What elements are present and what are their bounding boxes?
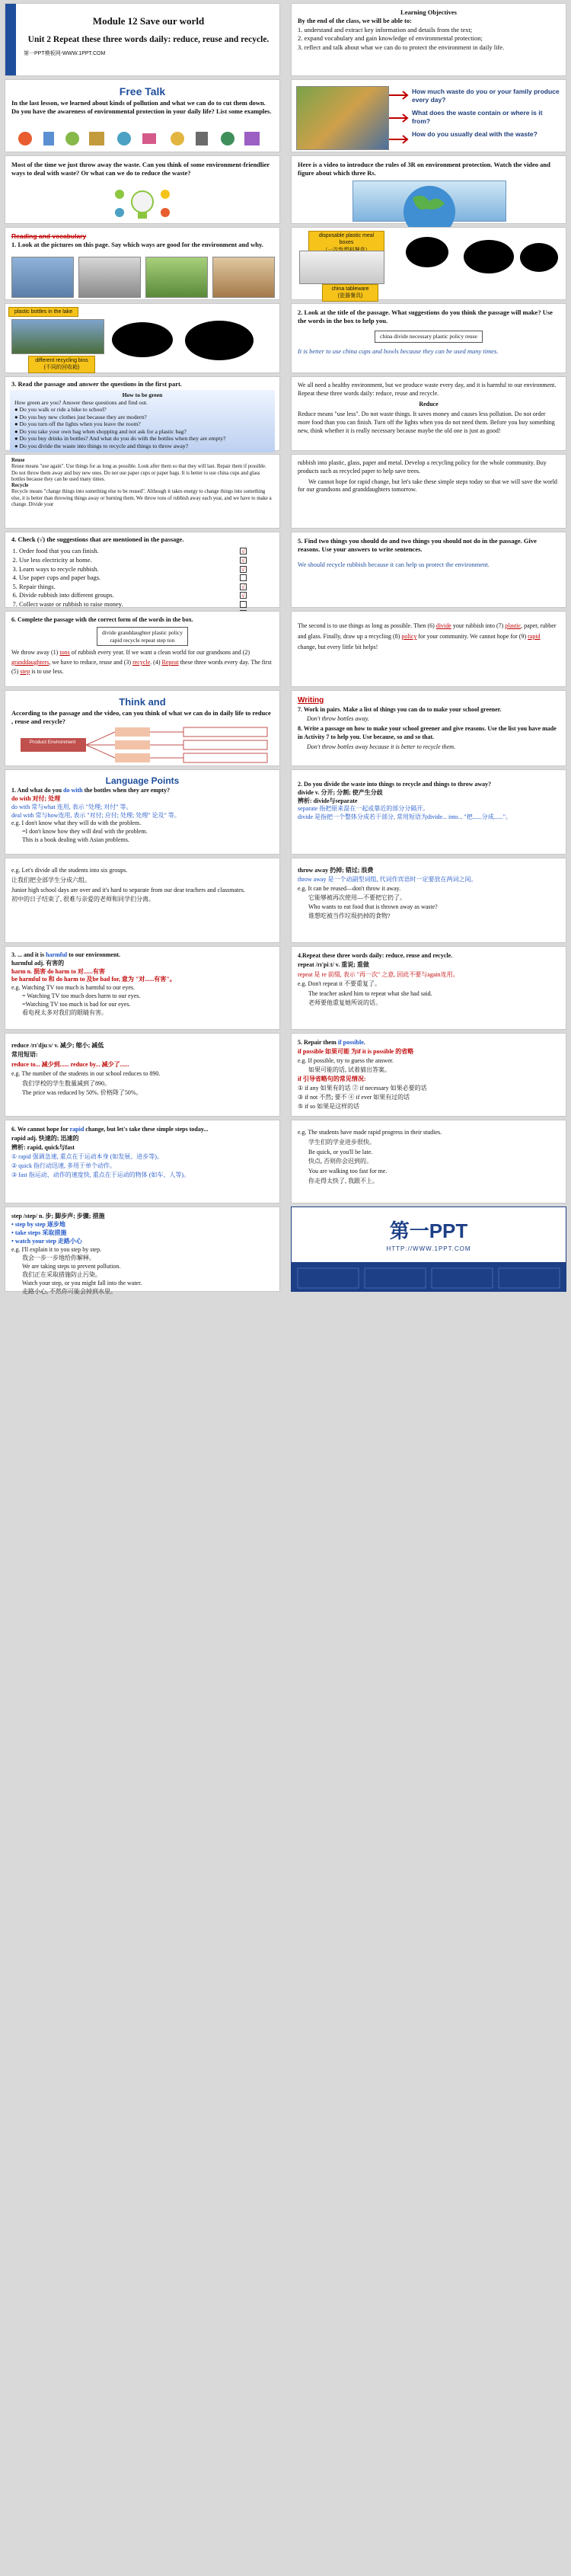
slide-complete (5, 611, 280, 687)
green-q2-text: Do you buy new clothes just because they are modern? (19, 413, 147, 420)
word-box-line-1: divide granddaughter plastic policy (101, 628, 183, 636)
word-box: china divide necessary plastic policy reuse (375, 331, 483, 343)
green-q1: ● Do you walk or ride a bike to school? (14, 406, 107, 414)
tag-bins-cn: (不同的回收箱) (43, 365, 80, 371)
checkbox-5[interactable]: √ (240, 583, 247, 590)
lp2-divide: divide 是指把一个整体分成若干部分, 常用短语为divide... into... "把......分成......"。 (298, 813, 512, 821)
slide-objectives (291, 3, 566, 76)
lp9-question (11, 1125, 273, 1134)
checkbox-1[interactable]: √ (240, 548, 247, 555)
lp9-q-b: rapid (69, 1126, 85, 1133)
lp4-eg1: e.g. It can be reused—don't throw it away. (298, 885, 401, 892)
objective-2: 2. expand vocabulary and gain knowledge of environmental protection; (298, 34, 483, 43)
green-q6: ● Do you divide the waste into things to recycle and things to throw away? (14, 442, 189, 449)
writing-a8: Don't throw bottles away because it is better to recycle them. (307, 743, 456, 750)
lp10-eg3: You are walking too fast for me. (308, 1168, 388, 1175)
green-q4-text: Do you take your own bag when shopping and not ask for a plastic bag? (19, 427, 187, 435)
lp4-cn1: 它能够被再次使用—不要把它扔了。 (308, 894, 406, 901)
green-q6-text: Do you divide the waste into things to recycle and things to throw away? (19, 442, 189, 449)
blob-1 (406, 237, 448, 267)
lp1-note1: do with 常与what 连用, 表示 "处理; 对付" 等。 (11, 803, 132, 810)
complete-passage (11, 648, 273, 676)
recycle-cont-1: rubbish into plastic, glass, paper and metal. Develop a recycling policy for the whole community. Buy products such as recycled paper to help save trees. (298, 459, 547, 475)
lp8-q-a: 5. Repair them (298, 1039, 338, 1046)
answer-4: Repeat (161, 658, 179, 666)
lp8-note: if 引导省略句的常见情况: (298, 1075, 366, 1082)
green-intro: How green are you? Answer these questions and find out. (14, 398, 148, 406)
reduce-waste-text: Most of the time we just throw away the waste. Can you think of some environment-friendlier ways to deal with waste? Or what can we do to reduce the waste? (11, 161, 270, 177)
green-q2: ● Do you buy new clothes just because they are modern? (14, 413, 147, 420)
lp4-cn2: 谁想吃被当作垃圾扔掉的食物? (308, 912, 391, 919)
reading-instruction: 1. Look at the pictures on this page. Say which ways are good for the environment and why. (11, 241, 263, 249)
check-item-2-text: Use less electricity at home. (19, 556, 92, 564)
passage-instruction: 3. Read the passage and answer the questions in the first part. (11, 380, 182, 388)
slide-find-two (291, 532, 566, 608)
lp8-question (298, 1038, 560, 1047)
watermark: 第一PPT模板网-WWW.1PPT.COM (24, 51, 106, 57)
brand-url[interactable]: HTTP://WWW.1PPT.COM (386, 1245, 471, 1252)
check-item-3 (19, 565, 279, 574)
tag-china-cn: (瓷器餐具) (337, 293, 363, 299)
cp-1: We throw away (1) (11, 649, 60, 657)
lp9-quick: ② quick 指行动迅速, 多用于单个动作。 (11, 1162, 116, 1169)
green-q5: ● Do you buy drinks in bottles? And what do you do with the bottles when they are empty? (14, 435, 226, 443)
lp7-eg2: The price was reduced by 50%. 价格降了50%。 (22, 1088, 142, 1096)
lp5-eg1: e.g. Watching TV too much is harmful to our eyes. (11, 984, 135, 992)
lp10-eg2: Be quick, or you'll be late. (308, 1148, 373, 1155)
check-item-1-text: Order food that you can finish. (19, 547, 99, 555)
reduce-body: Reduce means "use less". Do not waste things. It saves money and causes less pollution. Do not order more food than you can finish. Turn off the lights when you do not need them. Before you buy something new, think whether it is really necessary because maybe the old one is just as good! (298, 411, 555, 434)
slide-lp-1 (5, 769, 280, 855)
check-item-4-text: Use paper cups and paper bags. (19, 574, 101, 582)
lp7-cn1: 我们学校的学生数量减到了890。 (22, 1079, 110, 1087)
recycle-cont-2: We cannot hope for rapid change, but let's take these simple steps today so that we will save the world for our grandsons and granddaughters tomorrow. (298, 478, 557, 494)
slide-lp-6 (291, 946, 566, 1030)
photo-3 (145, 257, 208, 298)
cc-1: The second is to use things as long as possible. Then (6) (298, 622, 436, 629)
free-talk-heading: Free Talk (119, 85, 166, 97)
check-instruction: 4. Check (√) the suggestions that are mentioned in the passage. (11, 535, 184, 543)
lp10-cn1: 学生们的学业进步很快。 (308, 1138, 375, 1146)
cc-2: your rubbish into (7) (451, 622, 506, 629)
answer-3: recycle (132, 658, 151, 666)
checkbox-7[interactable] (240, 601, 247, 608)
suggestion-answer: It is better to use china cups and bowls because they can be used many times. (298, 347, 499, 356)
lp3-eg2: Junior high school days are over and it's hard to separate from our dear teachers and classmates. (11, 886, 245, 893)
slide-tableware (291, 227, 566, 300)
find-two-text: 5. Find two things you should do and two things you should not do in the passage. Give reasons. Use your answers to write sentences. (298, 537, 537, 554)
green-q1-text: Do you walk or ride a bike to school? (19, 406, 107, 414)
lp4-eg2: Who wants to eat food that is thrown away as waste? (308, 903, 438, 910)
reuse-heading: Reuse (11, 458, 25, 463)
lp11-phrase3: • watch your step 走路小心 (11, 1238, 82, 1245)
think-heading: Think and (119, 696, 166, 708)
lp8-q-c: . (363, 1039, 365, 1046)
lp5-cn: 看电视太多对我们的眼睛有害。 (22, 1008, 107, 1016)
lp8-list1: ① if any 如果有的话 ② if necessary 如果必要的话 (298, 1085, 427, 1091)
lp4-def: throw away 扔掉; 错过; 浪费 (298, 867, 374, 874)
photo-4 (212, 257, 275, 298)
lp5-eg2: = Watching TV too much does harm to our eyes. (22, 992, 141, 999)
tag-china (322, 284, 378, 302)
complete-cont-passage (292, 612, 566, 657)
complete-instruction: 6. Complete the passage with the correct form of the words in the box. (11, 616, 193, 623)
writing-heading: Writing (298, 696, 324, 705)
check-item-5-text: Repair things. (19, 582, 56, 590)
cp-4: . (4) (150, 658, 162, 666)
slide-check (5, 532, 280, 608)
slide-lp-5 (5, 946, 280, 1030)
find-two-answer: We should recycle rubbish because it can help us protect the environment. (298, 560, 490, 568)
brand-logo: 第一PPT (389, 1219, 468, 1242)
slide-reading (5, 227, 280, 300)
slide-complete-cont (291, 611, 566, 687)
green-heading: How to be green (122, 392, 163, 399)
slide-title-suggestion (291, 303, 566, 373)
slide-bottles (5, 303, 280, 373)
lp11-phrase2-text: take steps 采取措施 (14, 1229, 67, 1237)
lp5-eg3: =Watching TV too much is bad for our eyes. (22, 1000, 131, 1008)
lp5-def: harmful adj. 有害的 (11, 959, 65, 967)
question-1: How much waste do you or your family produce every day? (412, 88, 560, 104)
lp8-eg1: e.g. If possible, try to guess the answer. (298, 1057, 394, 1064)
lp4-note: throw away 是一个动副型词组, 代词作宾语时一定要放在两词之间。 (298, 876, 477, 883)
lp11-eg3: Watch your step, or you might fall into the water. (22, 1280, 142, 1287)
lp6-question: 4.Repeat these three words daily: reduce, reuse and recycle. (298, 952, 453, 959)
lp6-def: repeat /rɪ'piːt/ v. 重说; 重做 (298, 961, 369, 969)
reduce-intro: We all need a healthy environment, but we produce waste every day, and it is harmful to our environment. Repeat these three words daily: reduce, reuse and recycle. (298, 382, 557, 397)
green-q4: ● Do you take your own bag when shopping and not ask for a plastic bag? (14, 427, 187, 435)
lp11-phrase2: • take steps 采取措施 (11, 1229, 67, 1237)
pollution-icons (16, 129, 267, 149)
lp5-q-b: harmful (46, 951, 68, 958)
lp9-def: rapid adj. 快速的; 迅速的 (11, 1135, 79, 1142)
lp1-eg1: e.g. I don't know what they will do with the problem. (11, 820, 142, 827)
objectives-intro: By the end of the class, we will be able to: (298, 17, 412, 25)
answer-7: plastic (505, 622, 522, 629)
lp11-eg2: We are taking steps to prevent pollution. (22, 1263, 121, 1270)
arrows-icon (388, 88, 410, 149)
lp7-eg1: e.g. The number of the students in our school reduces to 890. (11, 1070, 161, 1078)
answer-8: policy (401, 633, 417, 640)
blob-4 (112, 322, 173, 357)
lp1-question (11, 787, 273, 795)
cp-3: , we have to reduce, reuse and (3) (49, 658, 133, 666)
cc-4: for your community. We cannot hope for (9) (416, 633, 528, 640)
slide-title (5, 3, 280, 76)
slide-lp-4 (291, 858, 566, 943)
lp9-compare: 辨析: rapid, quick与fast (11, 1144, 75, 1151)
green-q5-text: Do you buy drinks in bottles? And what do you do with the bottles when they are empty? (19, 435, 226, 443)
lp9-rapid: ① rapid 强调急速, 重点在于运动本身 (如发展、进步等)。 (11, 1153, 163, 1160)
green-q3: ● Do you turn off the lights when you leave the room? (14, 420, 141, 428)
photo-2 (78, 257, 141, 298)
check-item-3-text: Learn ways to recycle rubbish. (19, 564, 99, 573)
slide-lp-7 (5, 1033, 280, 1117)
slide-passage-questions (5, 376, 280, 451)
lp7-phrases: 常用短语: (11, 1051, 38, 1059)
cp-6: is to use less. (30, 668, 64, 676)
mindmap-root-label: Product Environment (29, 740, 76, 745)
title-suggestion-text: 2. Look at the title of the passage. What suggestions do you think the passage will make? Use the words in the box to help you. (298, 308, 553, 325)
slide-brand (291, 1207, 566, 1292)
slide-lp-8 (291, 1033, 566, 1117)
lp11-cn2: 我们正在采取措施防止污染。 (22, 1271, 101, 1279)
lp9-q-c: change, but let's take these simple steps today... (84, 1126, 209, 1133)
lp1-def: do with 对付; 处理 (11, 794, 61, 802)
lp1-q-c: the bottles when they are empty? (82, 787, 171, 794)
lp8-list3: ⑤ if so 如果是这样的话 (298, 1103, 360, 1110)
checkbox-6[interactable]: √ (240, 592, 247, 599)
checkbox-3[interactable]: √ (240, 566, 247, 573)
check-item-2 (19, 556, 279, 565)
slide-lp-2 (291, 769, 566, 855)
title-stripe (5, 4, 16, 75)
check-list (19, 547, 279, 618)
reading-title: Reading and vocabulary (11, 232, 87, 240)
lp11-def: step /step/ n. 步; 脚步声; 步骤; 措施 (11, 1213, 105, 1219)
lp10-cn3: 你走得太快了, 我跟不上。 (308, 1177, 378, 1184)
lp2-separate: separate 指把原来混在一起或靠近的部分分隔开。 (298, 805, 429, 813)
slide-lp-11 (5, 1207, 280, 1296)
tag-china-en: china tableware (331, 286, 369, 292)
lp11-cn3: 走路小心, 不然你可能会掉到水里。 (22, 1288, 116, 1296)
blob-5 (185, 321, 254, 360)
cp-2: of rubbish every year. If we want a clean world for our grandsons and (2) (69, 649, 250, 657)
check-item-7 (19, 600, 279, 609)
lp8-q-b: if possible (337, 1039, 364, 1046)
question-3: How do you usually deal with the waste? (412, 130, 538, 138)
lp6-eg2: The teacher asked him to repeat what she had said. (308, 989, 432, 997)
lp3-cn1: 让我们把全部学生分成六组。 (11, 876, 91, 884)
pollution-icons-svg (16, 129, 267, 149)
tag-plastic-boxes-en: disposable plastic meal boxes (318, 233, 375, 246)
brand-link-grid (292, 1265, 566, 1291)
complete-word-box (97, 627, 188, 647)
objective-1: 1. understand and extract key information and details from the text; (298, 25, 473, 34)
blob-2 (464, 240, 514, 273)
check-item-5 (19, 583, 279, 592)
lp1-eg2: =I don't know how they will deal with the problem. (22, 828, 148, 836)
tag-recycling-bins (28, 356, 95, 373)
slide-free-talk (5, 79, 280, 152)
lp-heading: Language Points (105, 775, 180, 786)
recycle-heading: Recycle (11, 483, 29, 489)
lp11-phrase1: • step by step 逐步地 (11, 1221, 65, 1229)
answer-9: rapid (528, 633, 541, 640)
tag-bins-en: different recycling bins (35, 358, 88, 363)
lp11-phrase3-text: watch your step 走路小心 (14, 1238, 82, 1245)
lp5-harm: harm n. 损害 do harm to 对......有害 (11, 967, 105, 975)
answer-6: divide (435, 622, 451, 629)
tag-plastic-bottles: plastic bottles in the lake (8, 307, 78, 317)
writing-q8: 8. Write a passage on how to make your school greener and give reasons. Use the list you have made in Activity 7 to help you. Use because, so and so that. (298, 725, 557, 740)
reuse-body: Reuse means "use again". Use things for as long as possible. Look after them so that they will last. Repair them if possible. Do not throw them away and buy new ones. Do not use paper cups or paper bags. It is better to use china cups and glass bottles because they can be used many times. (11, 464, 266, 482)
cp-5: these three words every day. The first (5) (11, 658, 272, 676)
slide-reuse-recycle (5, 454, 280, 529)
video-player[interactable] (352, 181, 506, 222)
lp6-eg1: e.g. Don't repeat it 不要重复了。 (298, 980, 381, 988)
lp2-compare: 辨析: divide与separate (298, 797, 358, 804)
cc-5: change, but every little bit helps! (298, 644, 378, 650)
unit-title: Unit 2 Repeat these three words daily: reduce, reuse and recycle. (27, 34, 270, 44)
plastic-boxes-photo (299, 251, 384, 284)
check-item-1 (19, 547, 279, 556)
lp8-def: if possible 如果可能 为if it is possible 的省略 (298, 1048, 414, 1055)
cc-3: , paper, rubber and glass. Finally, draw up a recycling (8) (298, 622, 557, 640)
check-item-6-text: Divide rubbish into different groups. (19, 591, 114, 599)
blob-3 (520, 243, 558, 272)
writing-a7: Don't throw bottles away. (307, 715, 369, 723)
check-item-4 (19, 574, 279, 583)
globe-icon (353, 181, 506, 221)
slide-writing (291, 690, 566, 766)
slide-reduce-text (291, 376, 566, 451)
lp9-q-a: 6. We cannot hope for (11, 1126, 70, 1133)
check-item-6 (19, 591, 279, 600)
slide-reduce-waste (5, 155, 280, 224)
lp10-eg1: e.g. The students have made rapid progress in their studies. (298, 1129, 442, 1136)
lp5-note: be harmful to 和 do harm to 及be bad for, 意为 "对......有害"。 (11, 976, 176, 983)
slide-lp-10 (291, 1120, 566, 1203)
lp11-cn1: 我会一步一步地给你解释。 (22, 1254, 95, 1262)
answer-2: granddaughters (11, 658, 49, 666)
checkbox-4[interactable] (240, 574, 247, 581)
slide-video (291, 155, 566, 224)
objective-3: 3. reflect and talk about what we can do to protect the environment in daily life. (298, 43, 505, 51)
slide-lp-3 (5, 858, 280, 943)
lp8-list2: ③ if not 不然; 要不 ④ if ever 如果有过的话 (298, 1094, 410, 1101)
lp6-cn: 老师要他重复她所说的话。 (308, 999, 381, 1006)
lake-photo (11, 319, 104, 354)
word-box-line-2: rapid recycle repeat step ton (110, 636, 175, 644)
lp3-cn2: 初中的日子结束了, 很难与亲爱的老师和同学们分离。 (11, 896, 155, 903)
lightbulb-icon (112, 187, 173, 222)
green-q3-text: Do you turn off the lights when you leave the room? (19, 420, 141, 428)
lp7-def: reduce /rɪ'djuːs/ v. 减少; 缩小; 减低 (11, 1042, 104, 1049)
slide-questions (291, 79, 566, 152)
reduce-heading: Reduce (419, 400, 439, 407)
lp9-fast: ③ fast 指运动、动作的速度快, 重点在于运动的物体 (如车、人等)。 (11, 1171, 190, 1178)
lp1-note2: deal with 常与how连用, 表示 "对付; 应付; 处理; 处理" 论及" 等。 (11, 811, 180, 819)
free-talk-text: In the last lesson, we learned about kinds of pollution and what we can do to cut them down. Do you have the awareness of environmental protection in your daily life? List some examples. (11, 98, 272, 116)
answer-5: step (20, 668, 30, 676)
lp5-question (11, 951, 273, 960)
slide-lp-9 (5, 1120, 280, 1203)
lp1-eg3: This is a book dealing with Asian problems. (22, 836, 129, 843)
lp8-cn1: 如果可能的话, 试着猜出答案。 (308, 1066, 391, 1073)
answer-1: tons (59, 649, 70, 657)
waste-photo-collage (296, 86, 389, 150)
lp3-eg1: e.g. Let's divide all the students into six groups. (11, 867, 128, 874)
lp2-question: 2. Do you divide the waste into things to recycle and things to throw away? (298, 781, 492, 788)
think-text: According to the passage and the video, can you think of what we can do in daily life to reduce , reuse and recycle? (11, 708, 271, 726)
lp6-note: repeat 是 re 前缀, 表示 "再一次" 之意, 因此不要与again连用。 (298, 970, 459, 978)
checkbox-2[interactable]: √ (240, 557, 247, 564)
video-text: Here is a video to introduce the rules of 3R on environment protection. Watch the video and figure about which three Rs. (298, 161, 550, 177)
lp2-def: divide v. 分开; 分割; 使产生分歧 (298, 788, 383, 796)
slide-recycle-cont (291, 454, 566, 529)
module-title: Module 12 Save our world (92, 15, 205, 27)
question-2: What does the waste contain or where is it from? (412, 109, 543, 126)
lp5-q-a: 3. ... and it is (11, 951, 46, 958)
recycle-body: Recycle means "change things into something else to be reused". Although it takes energy to change things into something else, it is better than throwing things away or burning them. We throw tons of rubbish away each year, and we have to make a change. Divide your (11, 489, 272, 507)
lp11-phrase1-text: step by step 逐步地 (14, 1221, 65, 1229)
slide-think (5, 690, 280, 766)
lp5-q-c: to our environment. (67, 951, 121, 958)
writing-q7: 7. Work in pairs. Make a list of things you can do to make your school greener. (298, 705, 502, 713)
check-item-7-text: Collect waste or rubbish to raise money. (19, 600, 123, 609)
lp10-cn2: 快点, 否则你会迟到的。 (308, 1158, 372, 1165)
objectives-heading: Learning Objectives (400, 8, 457, 16)
lp11-eg1: e.g. I'll explain it to you step by step. (11, 1246, 102, 1254)
lp1-q-b: do with (63, 787, 83, 794)
lp1-q-a: 1. And what do you (11, 787, 64, 794)
lp7-phrase-list: reduce to... 减少到...... reduce by... 减少了...... (11, 1060, 129, 1068)
photo-1 (11, 257, 74, 298)
